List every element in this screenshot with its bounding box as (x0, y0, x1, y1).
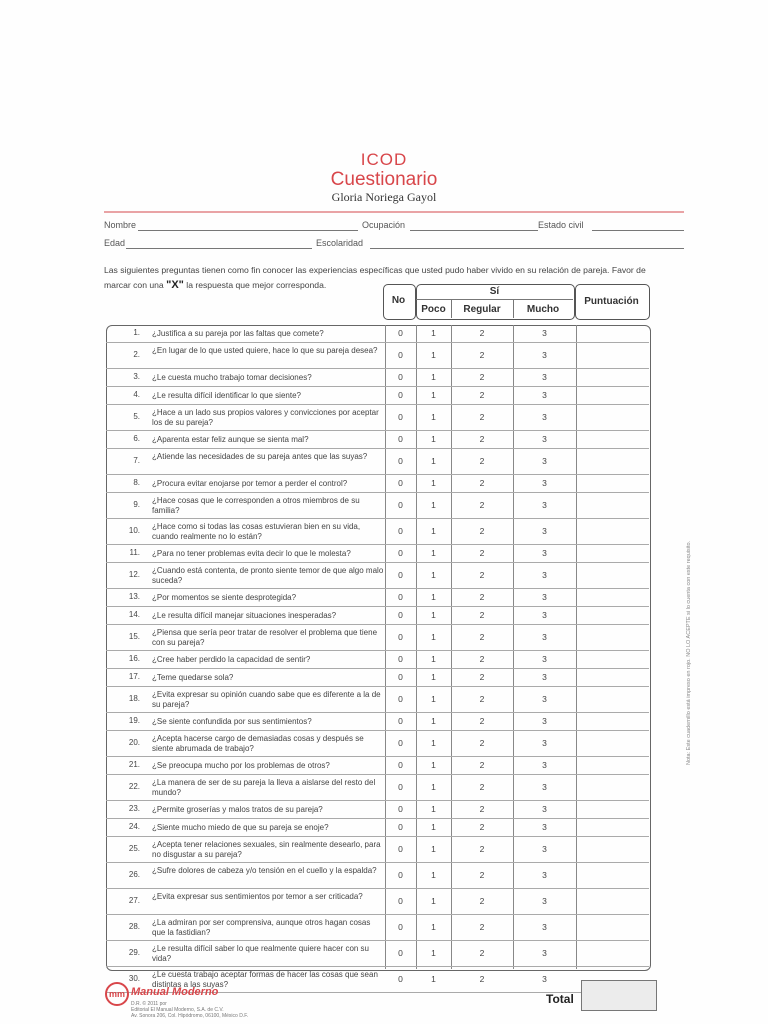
table-row (106, 405, 649, 431)
question-text: ¿Para no tener problemas evita decir lo que le molesta? (152, 549, 351, 558)
option-regular[interactable]: 2 (479, 434, 485, 444)
option-no[interactable]: 0 (398, 632, 403, 642)
question-text: ¿Se preocupa mucho por los problemas de otros? (152, 761, 330, 770)
option-mucho[interactable]: 3 (542, 610, 547, 620)
question-text: ¿Acepta hacerse cargo de demasiadas cosas y después se siente abrumada de trabajo? (152, 734, 364, 753)
option-poco[interactable]: 1 (431, 434, 436, 444)
option-mucho[interactable]: 3 (542, 672, 547, 682)
score-cell[interactable] (576, 625, 649, 651)
option-mucho[interactable]: 3 (542, 804, 547, 814)
option-mucho[interactable]: 3 (542, 350, 547, 360)
option-mucho[interactable]: 3 (542, 592, 547, 602)
score-cell[interactable] (576, 801, 649, 819)
option-no[interactable]: 0 (398, 434, 403, 444)
table-row (106, 369, 649, 387)
score-cell[interactable] (576, 545, 649, 563)
ocupacion-label: Ocupación (362, 220, 406, 230)
table-row (106, 801, 649, 819)
option-poco[interactable]: 1 (431, 456, 436, 466)
question-text: ¿Evita expresar su opinión cuando sabe que es diferente a la de su pareja? (152, 690, 381, 709)
option-mucho[interactable]: 3 (542, 570, 547, 580)
score-cell[interactable] (576, 757, 649, 775)
option-mucho[interactable]: 3 (542, 478, 547, 488)
question-text: ¿Por momentos se siente desprotegida? (152, 593, 297, 602)
question-number: 14. (128, 610, 140, 619)
option-poco[interactable]: 1 (431, 526, 436, 536)
question-number: 7. (133, 456, 140, 465)
option-no[interactable]: 0 (398, 672, 403, 682)
option-mucho[interactable]: 3 (542, 654, 547, 664)
question-number: 26. (128, 870, 140, 879)
question-text: ¿Le resulta difícil saber lo que realmente quiere hacer con su vida? (152, 944, 370, 963)
option-regular[interactable]: 2 (479, 896, 485, 906)
title-code: ICOD (360, 150, 408, 169)
estado-civil-field[interactable] (538, 219, 684, 233)
question-number: 9. (133, 500, 140, 509)
score-cell[interactable] (576, 941, 649, 967)
option-regular[interactable]: 2 (479, 716, 485, 726)
table-row (106, 915, 649, 941)
question-text: ¿Atiende las necesidades de su pareja antes que las suyas? (152, 452, 368, 461)
option-mucho[interactable]: 3 (542, 760, 547, 770)
option-no[interactable]: 0 (398, 610, 403, 620)
question-text: ¿Procura evitar enojarse por temor a perder el control? (152, 479, 348, 488)
question-text: ¿Le cuesta trabajo aceptar formas de hacer las cosas que sean distintas a las suyas? (152, 970, 378, 989)
table-row (106, 449, 649, 475)
ocupacion-field[interactable] (362, 219, 538, 233)
option-regular[interactable]: 2 (479, 328, 485, 338)
option-mucho[interactable]: 3 (542, 390, 547, 400)
question-text: ¿Teme quedarse sola? (152, 673, 234, 682)
score-cell[interactable] (576, 669, 649, 687)
question-text: ¿Hace a un lado sus propios valores y convicciones por aceptar los de su pareja? (152, 408, 379, 427)
question-text: ¿Le resulta difícil identificar lo que siente? (152, 391, 301, 400)
imprint-line-3: Av. Sonora 206, Col. Hipódromo, 06100, México D.F. (131, 1013, 249, 1019)
table-row (106, 819, 649, 837)
option-poco[interactable]: 1 (431, 592, 436, 602)
score-cell[interactable] (576, 863, 649, 889)
edad-field[interactable] (104, 237, 312, 251)
table-row (106, 863, 649, 889)
question-number: 17. (128, 672, 140, 681)
table-row (106, 475, 649, 493)
score-cell[interactable] (576, 607, 649, 625)
question-text: ¿La manera de ser de su pareja la lleva a aislarse del resto del mundo? (152, 778, 376, 797)
option-no[interactable]: 0 (398, 592, 403, 602)
x-mark: "X" (166, 279, 184, 291)
option-mucho[interactable]: 3 (542, 896, 547, 906)
table-row (106, 343, 649, 369)
option-no[interactable]: 0 (398, 804, 403, 814)
question-number: 2. (133, 350, 140, 359)
side-note: Nota: Este cuadernillo está impreso en rojo. NO LO ACEPTE si lo cuenta con este requisito. (686, 540, 692, 765)
nombre-line (138, 230, 358, 231)
table-row (106, 325, 649, 343)
question-number: 1. (133, 328, 140, 337)
publisher-name: Manual Moderno (131, 986, 219, 998)
option-mucho[interactable]: 3 (542, 500, 547, 510)
option-poco[interactable]: 1 (431, 548, 436, 558)
question-number: 21. (128, 760, 140, 769)
option-no[interactable]: 0 (398, 654, 403, 664)
option-poco[interactable]: 1 (431, 974, 436, 984)
option-mucho[interactable]: 3 (542, 526, 547, 536)
question-text: ¿Permite groserías y malos tratos de su pareja? (152, 805, 323, 814)
option-no[interactable]: 0 (398, 478, 403, 488)
option-mucho[interactable]: 3 (542, 974, 547, 984)
score-cell[interactable] (576, 387, 649, 405)
option-poco[interactable]: 1 (431, 738, 436, 748)
question-text: ¿Sufre dolores de cabeza y/o tensión en el cuello y la espalda? (152, 866, 377, 875)
table-row (106, 493, 649, 519)
table-row (106, 775, 649, 801)
question-text: ¿Hace cosas que le corresponden a otros miembros de su familia? (152, 496, 360, 515)
instructions-before-mark: marcar con una (104, 280, 164, 290)
option-regular[interactable]: 2 (479, 822, 485, 832)
table-row (106, 731, 649, 757)
score-cell[interactable] (576, 475, 649, 493)
puntuacion-header: Puntuación (584, 296, 639, 307)
score-cell[interactable] (576, 915, 649, 941)
score-cell[interactable] (576, 687, 649, 713)
option-poco[interactable]: 1 (431, 760, 436, 770)
instructions-after-mark: la respuesta que mejor corresponda. (186, 280, 327, 290)
question-text: ¿En lugar de lo que usted quiere, hace lo que su pareja desea? (152, 346, 378, 355)
table-row (106, 589, 649, 607)
question-number: 19. (128, 716, 140, 725)
option-mucho[interactable]: 3 (542, 434, 547, 444)
score-cell[interactable] (576, 731, 649, 757)
table-row (106, 757, 649, 775)
si-divider (416, 299, 573, 300)
question-number: 30. (128, 974, 140, 983)
option-no[interactable]: 0 (398, 716, 403, 726)
question-number: 28. (128, 922, 140, 931)
option-regular[interactable]: 2 (479, 412, 485, 422)
edad-line (126, 248, 312, 249)
question-text: ¿Cuando está contenta, de pronto siente temor de que algo malo suceda? (152, 566, 384, 585)
option-poco[interactable]: 1 (431, 672, 436, 682)
escolaridad-field[interactable] (316, 237, 684, 251)
question-number: 15. (128, 632, 140, 641)
score-cell[interactable] (576, 405, 649, 431)
option-regular[interactable]: 2 (479, 478, 485, 488)
option-poco[interactable]: 1 (431, 632, 436, 642)
option-no[interactable]: 0 (398, 456, 403, 466)
question-number: 11. (129, 548, 140, 557)
score-cell[interactable] (576, 589, 649, 607)
option-mucho[interactable]: 3 (542, 456, 547, 466)
option-poco[interactable]: 1 (431, 610, 436, 620)
score-cell[interactable] (576, 343, 649, 369)
question-number: 13. (128, 592, 140, 601)
option-poco[interactable]: 1 (431, 328, 436, 338)
question-number: 24. (128, 822, 140, 831)
option-no[interactable]: 0 (398, 922, 403, 932)
option-mucho[interactable]: 3 (542, 694, 547, 704)
question-text: ¿Hace como si todas las cosas estuvieran bien en su vida, cuando realmente no lo están? (152, 522, 361, 541)
option-no[interactable]: 0 (398, 548, 403, 558)
total-score-box[interactable] (581, 980, 657, 1011)
option-mucho[interactable]: 3 (542, 372, 547, 382)
si-header: Sí (489, 286, 500, 297)
table-row (106, 651, 649, 669)
option-no[interactable]: 0 (398, 412, 403, 422)
escolaridad-label: Escolaridad (316, 238, 364, 248)
option-mucho[interactable]: 3 (542, 948, 547, 958)
nombre-label: Nombre (104, 220, 137, 230)
question-number: 3. (133, 372, 140, 381)
question-text: ¿La admiran por ser comprensiva, aunque otros hagan cosas que la fastidian? (152, 918, 371, 937)
option-no[interactable]: 0 (398, 822, 403, 832)
option-mucho[interactable]: 3 (542, 716, 547, 726)
option-poco[interactable]: 1 (431, 782, 436, 792)
question-text: ¿Evita expresar sus sentimientos por temor a ser criticada? (152, 892, 363, 901)
option-regular[interactable]: 2 (479, 948, 485, 958)
title-divider (104, 211, 684, 213)
option-poco[interactable]: 1 (431, 922, 436, 932)
option-no[interactable]: 0 (398, 974, 403, 984)
option-poco[interactable]: 1 (431, 804, 436, 814)
option-no[interactable]: 0 (398, 350, 403, 360)
imprint-line-1: D.R. © 2011 por (131, 1001, 167, 1007)
option-mucho[interactable]: 3 (542, 738, 547, 748)
option-no[interactable]: 0 (398, 328, 403, 338)
option-mucho[interactable]: 3 (542, 822, 547, 832)
question-number: 4. (133, 390, 140, 399)
option-no[interactable]: 0 (398, 372, 403, 382)
option-regular[interactable]: 2 (479, 782, 485, 792)
escolaridad-line (370, 248, 684, 249)
option-regular[interactable]: 2 (479, 610, 485, 620)
score-cell[interactable] (576, 889, 649, 915)
question-text: ¿Le resulta difícil manejar situaciones inesperadas? (152, 611, 337, 620)
option-poco[interactable]: 1 (431, 844, 436, 854)
table-row (106, 687, 649, 713)
option-no[interactable]: 0 (398, 870, 403, 880)
estado-civil-line (592, 230, 684, 231)
author-name: Gloria Noriega Gayol (331, 190, 437, 204)
option-poco[interactable]: 1 (431, 716, 436, 726)
option-regular[interactable]: 2 (479, 844, 485, 854)
table-row (106, 941, 649, 967)
option-regular[interactable]: 2 (479, 672, 485, 682)
table-row (106, 713, 649, 731)
table-row (106, 607, 649, 625)
option-no[interactable]: 0 (398, 570, 403, 580)
score-cell[interactable] (576, 449, 649, 475)
option-mucho[interactable]: 3 (542, 844, 547, 854)
option-no[interactable]: 0 (398, 896, 403, 906)
score-cell[interactable] (576, 519, 649, 545)
score-cell[interactable] (576, 325, 649, 343)
score-cell[interactable] (576, 651, 649, 669)
option-poco[interactable]: 1 (431, 500, 436, 510)
score-cell[interactable] (576, 493, 649, 519)
option-regular[interactable]: 2 (479, 390, 485, 400)
question-text: ¿Acepta tener relaciones sexuales, sin realmente desearlo, para no disgustar a su pareja? (152, 840, 381, 859)
score-cell[interactable] (576, 775, 649, 801)
option-regular[interactable]: 2 (479, 500, 485, 510)
option-no[interactable]: 0 (398, 500, 403, 510)
option-poco[interactable]: 1 (431, 350, 436, 360)
option-mucho[interactable]: 3 (542, 782, 547, 792)
regular-header: Regular (463, 304, 501, 315)
option-regular[interactable]: 2 (479, 570, 485, 580)
option-poco[interactable]: 1 (431, 948, 436, 958)
question-number: 6. (133, 434, 140, 443)
option-regular[interactable]: 2 (479, 804, 485, 814)
option-no[interactable]: 0 (398, 526, 403, 536)
option-regular[interactable]: 2 (479, 922, 485, 932)
question-text: ¿Aparenta estar feliz aunque se sienta mal? (152, 435, 309, 444)
instructions-line-1: Las siguientes preguntas tienen como fin conocer las experiencias específicas que usted pudo haber vivido en su relación de pareja. Favor de (104, 265, 646, 275)
question-number: 10. (128, 526, 140, 535)
option-no[interactable]: 0 (398, 844, 403, 854)
option-regular[interactable]: 2 (479, 372, 485, 382)
question-text: ¿Cree haber perdido la capacidad de sentir? (152, 655, 311, 664)
question-number: 25. (128, 844, 140, 853)
option-mucho[interactable]: 3 (542, 870, 547, 880)
fields-row-1 (104, 219, 684, 233)
table-row (106, 563, 649, 589)
option-no[interactable]: 0 (398, 390, 403, 400)
table-row (106, 625, 649, 651)
table-row (106, 545, 649, 563)
option-regular[interactable]: 2 (479, 654, 485, 664)
imprint (131, 1001, 248, 1019)
question-text: ¿Siente mucho miedo de que su pareja se enoje? (152, 823, 329, 832)
table-row (106, 387, 649, 405)
option-poco[interactable]: 1 (431, 896, 436, 906)
option-regular[interactable]: 2 (479, 526, 485, 536)
score-cell[interactable] (576, 563, 649, 589)
edad-label: Edad (104, 238, 126, 248)
option-poco[interactable]: 1 (431, 390, 436, 400)
option-poco[interactable]: 1 (431, 694, 436, 704)
imprint-line-2: Editorial El Manual Moderno, S.A. de C.V. (131, 1007, 224, 1013)
question-number: 22. (128, 782, 140, 791)
option-poco[interactable]: 1 (431, 412, 436, 422)
table-row (106, 837, 649, 863)
option-regular[interactable]: 2 (479, 350, 485, 360)
table-row (106, 519, 649, 545)
total-label: Total (546, 992, 574, 1006)
publisher-logo-icon: mm (105, 982, 129, 1006)
question-number: 29. (128, 948, 140, 957)
fields-row-2 (104, 237, 684, 251)
question-number: 27. (128, 896, 140, 905)
question-text: ¿Le cuesta mucho trabajo tomar decisiones? (152, 373, 312, 382)
option-no[interactable]: 0 (398, 782, 403, 792)
page-title: Cuestionario (330, 169, 438, 190)
option-regular[interactable]: 2 (479, 870, 485, 880)
option-poco[interactable]: 1 (431, 822, 436, 832)
option-regular[interactable]: 2 (479, 974, 485, 984)
option-regular[interactable]: 2 (479, 694, 485, 704)
option-no[interactable]: 0 (398, 760, 403, 770)
option-mucho[interactable]: 3 (542, 632, 547, 642)
question-number: 16. (128, 654, 140, 663)
question-number: 5. (133, 412, 140, 421)
question-number: 12. (128, 570, 140, 579)
option-no[interactable]: 0 (398, 694, 403, 704)
score-cell[interactable] (576, 713, 649, 731)
option-poco[interactable]: 1 (431, 870, 436, 880)
option-mucho[interactable]: 3 (542, 922, 547, 932)
question-text: ¿Piensa que sería peor tratar de resolver el problema que tiene con su pareja? (152, 628, 378, 647)
option-regular[interactable]: 2 (479, 548, 485, 558)
option-poco[interactable]: 1 (431, 570, 436, 580)
estado-civil-label: Estado civil (538, 220, 584, 230)
no-header: No (391, 295, 406, 306)
poco-header: Poco (421, 304, 446, 315)
option-poco[interactable]: 1 (431, 654, 436, 664)
mucho-header: Mucho (526, 304, 560, 315)
option-regular[interactable]: 2 (479, 456, 485, 466)
option-mucho[interactable]: 3 (542, 328, 547, 338)
option-poco[interactable]: 1 (431, 478, 436, 488)
score-cell[interactable] (576, 431, 649, 449)
score-cell[interactable] (576, 837, 649, 863)
option-mucho[interactable]: 3 (542, 548, 547, 558)
question-number: 23. (128, 804, 140, 813)
option-mucho[interactable]: 3 (542, 412, 547, 422)
score-cell[interactable] (576, 369, 649, 387)
nombre-field[interactable] (104, 219, 358, 233)
question-number: 18. (128, 694, 140, 703)
ocupacion-line (410, 230, 538, 231)
option-regular[interactable]: 2 (479, 738, 485, 748)
table-row (106, 669, 649, 687)
question-text: ¿Se siente confundida por sus sentimientos? (152, 717, 312, 726)
option-regular[interactable]: 2 (479, 632, 485, 642)
table-row (106, 889, 649, 915)
option-poco[interactable]: 1 (431, 372, 436, 382)
option-no[interactable]: 0 (398, 738, 403, 748)
question-text: ¿Justifica a su pareja por las faltas que comete? (152, 329, 324, 338)
option-regular[interactable]: 2 (479, 592, 485, 602)
question-number: 20. (128, 738, 140, 747)
question-number: 8. (133, 478, 140, 487)
option-regular[interactable]: 2 (479, 760, 485, 770)
option-no[interactable]: 0 (398, 948, 403, 958)
table-row (106, 431, 649, 449)
score-cell[interactable] (576, 819, 649, 837)
